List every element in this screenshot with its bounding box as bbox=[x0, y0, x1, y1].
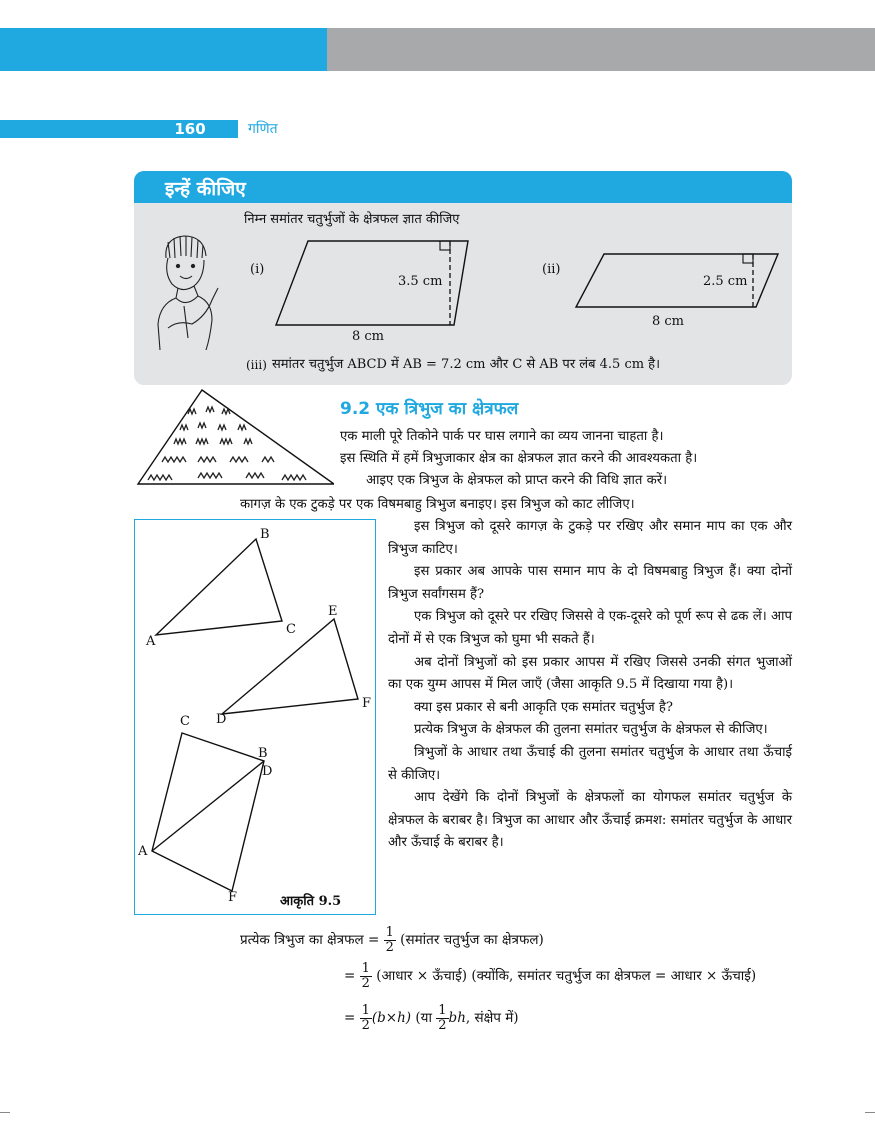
label-b1: B bbox=[260, 527, 270, 542]
crop-mark-right bbox=[865, 1112, 875, 1113]
label-c1: C bbox=[286, 622, 296, 637]
formula-bh: bh bbox=[448, 1010, 466, 1026]
fraction-num: 1 bbox=[385, 925, 394, 940]
parallelogram-cbfa bbox=[152, 733, 264, 891]
activity-instruction: निम्न समांतर चतुर्भुजों के क्षेत्रफल ज्ञात कीजिए bbox=[244, 212, 460, 227]
item3-text: समांतर चतुर्भुज ABCD में AB = 7.2 cm और C से AB पर लंब 4.5 cm है। bbox=[272, 357, 661, 372]
formula-1-suffix: (समांतर चतुर्भुज का क्षेत्रफल) bbox=[400, 932, 544, 948]
fig2-height: 2.5 cm bbox=[703, 274, 748, 289]
child-illustration bbox=[148, 228, 228, 353]
section-line-3: आइए एक त्रिभुज के क्षेत्रफल को प्राप्त करने की विधि ज्ञात करें। bbox=[366, 473, 668, 488]
parallelogram-figure-2 bbox=[570, 248, 785, 313]
label-b3: B bbox=[258, 746, 268, 761]
paragraph-4: अब दोनों त्रिभुजों को इस प्रकार आपस में रखिए जिससे उनकी संगत भुजाओं का एक युग्म आपस में मिल जाएँ (जैसा आकृति 9.5 में दिखाया गया है)। bbox=[388, 654, 792, 693]
paragraph-1: इस त्रिभुज को दूसरे कागज़ के टुकड़े पर रखिए और समान माप का एक और त्रिभुज काटिए। bbox=[388, 519, 792, 557]
header-bar-gray bbox=[327, 28, 875, 71]
fraction-den: 2 bbox=[438, 1018, 447, 1033]
fig1-label: (i) bbox=[250, 262, 265, 277]
page-number: 160 bbox=[174, 120, 206, 138]
equals-sign: = bbox=[344, 1010, 356, 1026]
fraction-num: 1 bbox=[361, 961, 370, 976]
paragraph-7: त्रिभुजों के आधार तथा ऊँचाई की तुलना समांतर चतुर्भुज के आधार तथा ऊँचाई से कीजिए। bbox=[388, 744, 792, 783]
section-line-2: इस स्थिति में हमें त्रिभुजाकार क्षेत्र का क्षेत्रफल ज्ञात करने की आवश्यकता है। bbox=[340, 451, 698, 466]
equals-sign: = bbox=[344, 968, 356, 984]
section-line-4: कागज़ के एक टुकड़े पर एक विषमबाहु त्रिभुज बनाइए। इस त्रिभुज को काट लीजिए। bbox=[240, 497, 635, 512]
label-e2: E bbox=[328, 604, 338, 619]
fraction-num: 1 bbox=[361, 1003, 370, 1018]
fig1-base: 8 cm bbox=[352, 329, 385, 344]
fraction-den: 2 bbox=[385, 940, 394, 955]
fraction-num: 1 bbox=[438, 1003, 447, 1018]
formula-3-end: , संक्षेप में) bbox=[465, 1010, 519, 1026]
diagonal-ab bbox=[152, 761, 264, 851]
triangle-abc bbox=[156, 539, 282, 635]
label-f2: F bbox=[362, 696, 372, 711]
label-d3: D bbox=[262, 764, 273, 779]
formula-2-suffix: (आधार × ऊँचाई) (क्योंकि, समांतर चतुर्भुज का क्षेत्रफल = आधार × ऊँचाई) bbox=[376, 968, 757, 984]
item3-label: (iii) bbox=[246, 358, 267, 372]
fraction-den: 2 bbox=[361, 976, 370, 991]
section-title: 9.2 एक त्रिभुज का क्षेत्रफल bbox=[340, 399, 519, 419]
fraction-half bbox=[436, 1004, 448, 1033]
fig2-base: 8 cm bbox=[652, 314, 685, 329]
paragraph-2: इस प्रकार अब आपके पास समान माप के दो विषमबाहु त्रिभुज हैं। क्या दोनों त्रिभुज सर्वांगसम हैं? bbox=[388, 564, 792, 602]
fraction-den: 2 bbox=[361, 1018, 370, 1033]
body-paragraphs bbox=[388, 516, 792, 855]
formula-line-3 bbox=[344, 1004, 519, 1033]
fraction-half bbox=[384, 926, 396, 955]
formula-line-1 bbox=[240, 926, 544, 955]
formula-bh-product: (b×h) bbox=[371, 1010, 412, 1026]
formula-ya: (या bbox=[415, 1010, 432, 1026]
paragraph-5: क्या इस प्रकार से बनी आकृति एक समांतर चतुर्भुज है? bbox=[414, 699, 673, 715]
formula-1-prefix: प्रत्येक त्रिभुज का क्षेत्रफल = bbox=[240, 932, 380, 948]
fig2-label: (ii) bbox=[542, 262, 561, 277]
label-a3: A bbox=[138, 844, 148, 859]
figure-caption: आकृति 9.5 bbox=[280, 894, 342, 909]
paragraph-3: एक त्रिभुज को दूसरे पर रखिए जिससे वे एक-दूसरे को पूर्ण रूप से ढक लें। आप दोनों में से एक त्रिभुज को घुमा भी सकते हैं। bbox=[388, 609, 792, 647]
subject-title: गणित bbox=[248, 121, 278, 137]
label-c3: C bbox=[180, 714, 190, 729]
paragraph-6: प्रत्येक त्रिभुज के क्षेत्रफल की तुलना समांतर चतुर्भुज के क्षेत्रफल से कीजिए। bbox=[414, 722, 768, 738]
label-a1: A bbox=[146, 634, 156, 649]
paragraph-8: आप देखेंगे कि दोनों त्रिभुजों के क्षेत्रफलों का योगफल समांतर चतुर्भुज के क्षेत्रफल के बराबर है। त्रिभुज का आधार और ऊँचाई क्रमश: समांतर चतुर्भुज के आधार और ऊँचाई के बराबर है। bbox=[388, 790, 792, 851]
header-bar-blue bbox=[0, 28, 327, 71]
label-f3: F bbox=[228, 890, 238, 905]
park-triangle-illustration bbox=[134, 388, 334, 490]
fig1-height: 3.5 cm bbox=[398, 274, 443, 289]
activity-title: इन्हें कीजिए bbox=[165, 178, 246, 200]
fraction-half bbox=[360, 962, 372, 991]
crop-mark-left bbox=[0, 1112, 10, 1113]
formula-line-2 bbox=[344, 962, 756, 991]
label-d2: D bbox=[216, 712, 227, 727]
figure-9-5 bbox=[136, 521, 374, 913]
fraction-half bbox=[360, 1004, 372, 1033]
parallelogram-figure-1 bbox=[268, 235, 483, 335]
section-line-1: एक माली पूरे तिकोने पार्क पर घास लगाने का व्यय जानना चाहता है। bbox=[340, 429, 664, 444]
